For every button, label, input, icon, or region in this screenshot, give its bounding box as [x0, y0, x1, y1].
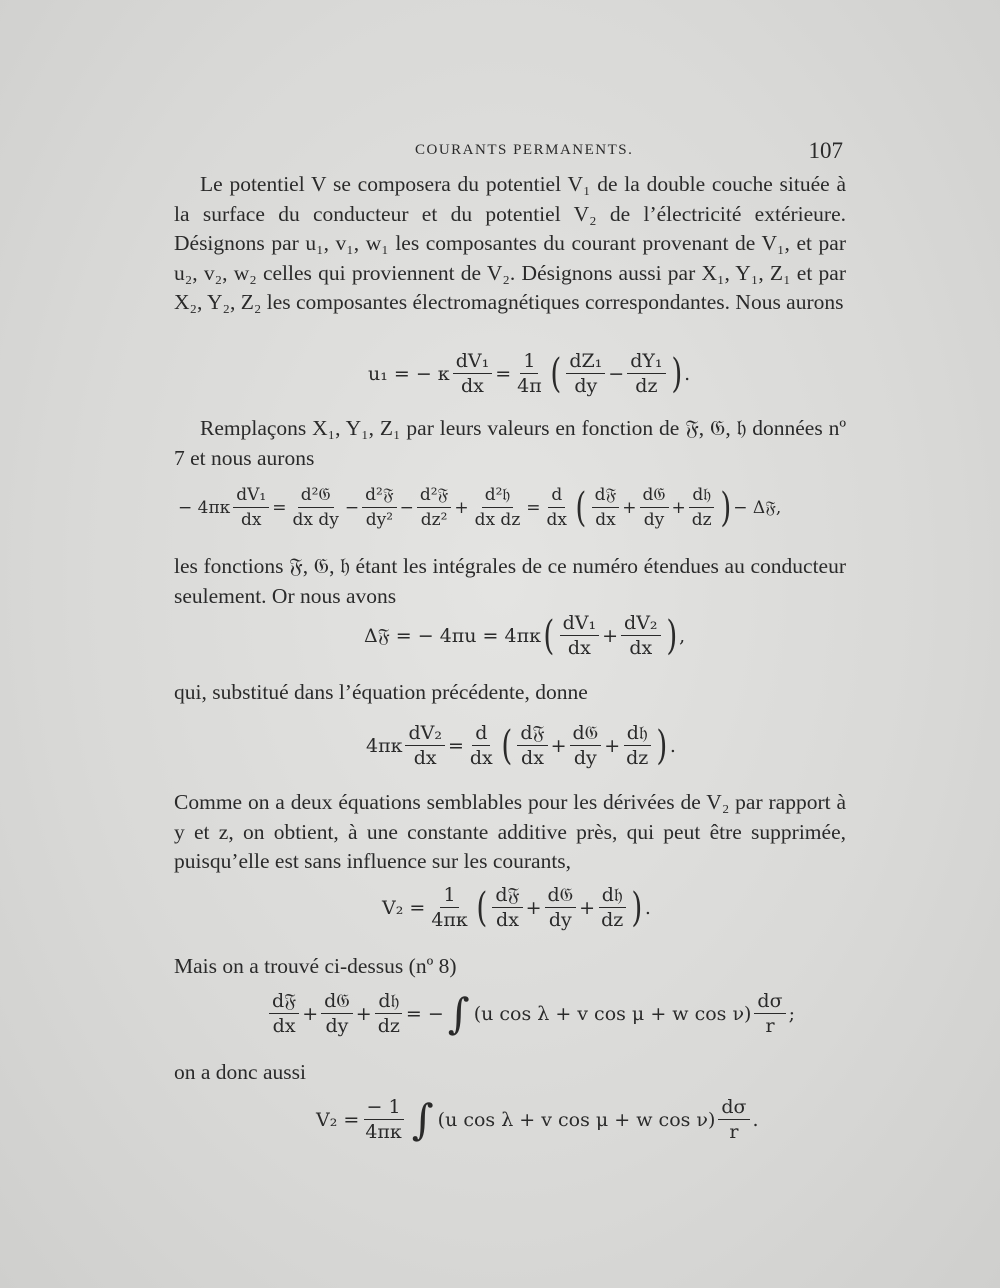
eq5-frac-3: $\frac{\text{d𝔊}}{dy}$ [545, 884, 577, 931]
eq4-frac-1: $\frac{\text{dV₂}}{dx}$ [405, 722, 445, 769]
equation-7: V₂ = $\frac{- 1}{4\pi\kappa}$ ∫ (u cos λ + v cos μ + w cos ν) $\frac{d\sigma}{r}$ . [316, 1094, 759, 1144]
eq2-frac-4: $\frac{\text{d²𝔉}}{\text{dz²}}$ [417, 484, 451, 531]
eq5-frac-4: $\frac{\text{d𝔥}}{dz}$ [598, 884, 626, 931]
eq1-lhs: u₁ = − κ [368, 362, 450, 385]
paragraph-4: qui, substitué dans l’équation précédente, donne [174, 680, 588, 704]
eq2-frac-2: $\frac{\text{d²𝔊}}{\text{dx dy}}$ [292, 485, 339, 530]
page-number: 107 [808, 138, 843, 163]
eq4-frac-2: $\frac{d}{dx}$ [469, 722, 493, 769]
eq2-tail: − Δ𝔉, [733, 497, 782, 518]
paragraph-3: les fonctions 𝔉, 𝔊, 𝔥 étant les intégrales de ce numéro étendues au conducteur seulement. Or nous avons [174, 554, 846, 608]
page-header [175, 138, 845, 168]
integral-sign: ∫ [447, 988, 470, 1038]
paragraph-7: on a donc aussi [174, 1060, 306, 1084]
eq4-lhs: 4πκ [366, 734, 403, 757]
eq1-minus: − [608, 362, 625, 385]
eq5-lhs: V₂ = [382, 896, 426, 919]
eq1-frac-1: $\frac{\text{dV₁}}{dx}$ [453, 350, 493, 397]
equation-4: 4πκ $\frac{\text{dV₂}}{dx}$ = $\frac{d}{dx}$ ( $\frac{\text{d𝔉}}{dx}$ + $\frac{\text{d𝔊}}{dy}$ + $\frac{\text{d𝔥}}{dz}$ ) . [366, 722, 676, 769]
paragraph-2: Remplaçons X₁, Y₁, Z₁ par leurs valeurs en fonction de 𝔉, 𝔊, 𝔥 données nº 7 et nous aurons [174, 416, 846, 470]
eq2-lhs: − 4πκ [178, 497, 231, 518]
paragraph-1: Le potentiel V se composera du potentiel V₁ de la double couche située à la surface du conducteur et du potentiel V₂ de l’électricité extérieure. Désignons par u₁, v₁, w₁ les composantes du courant provenant de V₁, et par u₂, v₂, w₂ celles qui proviennent de V₂. Désignons aussi par X₁, Y₁, Z₁ et par X₂, Y₂, Z₂ les composantes électromagnétiques correspondantes. Nous aurons [174, 172, 846, 314]
equation-6: $\frac{\text{d𝔉}}{dx}$ + $\frac{\text{d𝔊}}{dy}$ + $\frac{\text{d𝔥}}{dz}$ = − ∫ (u cos λ + v cos μ + w cos ν) $\frac{d\sigma}{r}$ ; [266, 990, 795, 1037]
eq1-frac-3: $\frac{\text{dZ₁}}{dy}$ [566, 350, 605, 397]
eq2-frac-3: $\frac{\text{d²𝔉}}{\text{dy²}}$ [362, 484, 396, 531]
eq2-frac-1: $\frac{\text{dV₁}}{dx}$ [233, 484, 269, 531]
eq3-frac-2: $\frac{\text{dV₂}}{dx}$ [621, 612, 661, 659]
integral-sign: ∫ [411, 1094, 434, 1144]
eq4-frac-4: $\frac{\text{d𝔊}}{dy}$ [570, 722, 602, 769]
eq4-frac-5: $\frac{\text{d𝔥}}{dz}$ [623, 722, 651, 769]
paragraph-5: Comme on a deux équations semblables pour les dérivées de V₂ par rapport à y et z, on obtient, à une constante additive près, qui peut être supprimée, puisqu’elle est sans influence sur les courants, [174, 790, 846, 873]
eq6-integrand: (u cos λ + v cos μ + w cos ν) [473, 1002, 752, 1025]
eq7-frac-1: $\frac{- 1}{4\pi\kappa}$ [365, 1096, 402, 1143]
equation-5: V₂ = $\frac{1}{4\pi\kappa}$ ( $\frac{\text{d𝔉}}{dx}$ + $\frac{\text{d𝔊}}{dy}$ + $\frac{\text{d𝔥}}{dz}$ ) . [382, 884, 651, 931]
eq7-frac-2: $\frac{d\sigma}{r}$ [718, 1096, 749, 1143]
eq6-frac-3: $\frac{\text{d𝔥}}{dz}$ [375, 990, 403, 1037]
eq2-frac-8: $\frac{\text{d𝔊}}{dy}$ [640, 484, 669, 531]
eq6-frac-1: $\frac{\text{d𝔉}}{dx}$ [269, 990, 299, 1037]
eq1-end: . [684, 362, 691, 385]
eq5-frac-1: $\frac{1}{4\pi\kappa}$ [431, 884, 468, 931]
eq7-lhs: V₂ = [316, 1108, 360, 1131]
eq3-lhs: Δ𝔉 = − 4πu = 4πκ [364, 624, 541, 647]
eq2-frac-6: $\frac{d}{dx}$ [546, 485, 568, 530]
eq5-frac-2: $\frac{\text{d𝔉}}{dx}$ [492, 884, 522, 931]
eq3-frac-1: $\frac{\text{dV₁}}{dx}$ [560, 612, 600, 659]
eq4-frac-3: $\frac{\text{d𝔉}}{dx}$ [517, 722, 547, 769]
eq1-equals: = [495, 362, 512, 385]
eq2-frac-5: $\frac{\text{d²𝔥}}{\text{dx dz}}$ [474, 485, 521, 530]
eq2-frac-9: $\frac{\text{d𝔥}}{dz}$ [689, 484, 715, 531]
eq6-frac-4: $\frac{d\sigma}{r}$ [754, 990, 785, 1037]
equation-1: u₁ = − κ $\frac{\text{dV₁}}{dx}$ = $\frac{1}{4\pi}$ ( $\frac{\text{dZ₁}}{dy}$ − $\frac{\text{dY₁}}{dz}$ ) . [368, 350, 691, 397]
equation-3: Δ𝔉 = − 4πu = 4πκ ( $\frac{\text{dV₁}}{dx}$ + $\frac{\text{dV₂}}{dx}$ ) , [364, 612, 686, 659]
eq2-frac-7: $\frac{\text{d𝔉}}{dx}$ [592, 484, 620, 531]
eq1-frac-2: $\frac{1}{4\pi}$ [517, 350, 542, 397]
eq7-integrand: (u cos λ + v cos μ + w cos ν) [437, 1108, 716, 1131]
equation-2: − 4πκ $\frac{\text{dV₁}}{dx}$ = $\frac{\text{d²𝔊}}{\text{dx dy}}$ − $\frac{\text{d²𝔉}}{\text{dy²}}$ − $\frac{\text{d²𝔉}}{\text{dz²}}$ + $\frac{\text{d²𝔥}}{\text{dx dz}}$ = $\frac{d}{dx}$ ( $\frac{\text{d𝔉}}{dx}$ + $\frac{\text{d𝔊}}{dy}$ + $\frac{\text{d𝔥}}{dz}$ ) − Δ𝔉, [178, 484, 782, 531]
eq1-frac-4: $\frac{\text{dY₁}}{dz}$ [627, 350, 665, 397]
running-title: COURANTS PERMANENTS. [415, 142, 634, 158]
paragraph-6: Mais on a trouvé ci-dessus (nº 8) [174, 954, 457, 978]
eq6-frac-2: $\frac{\text{d𝔊}}{dy}$ [321, 990, 353, 1037]
